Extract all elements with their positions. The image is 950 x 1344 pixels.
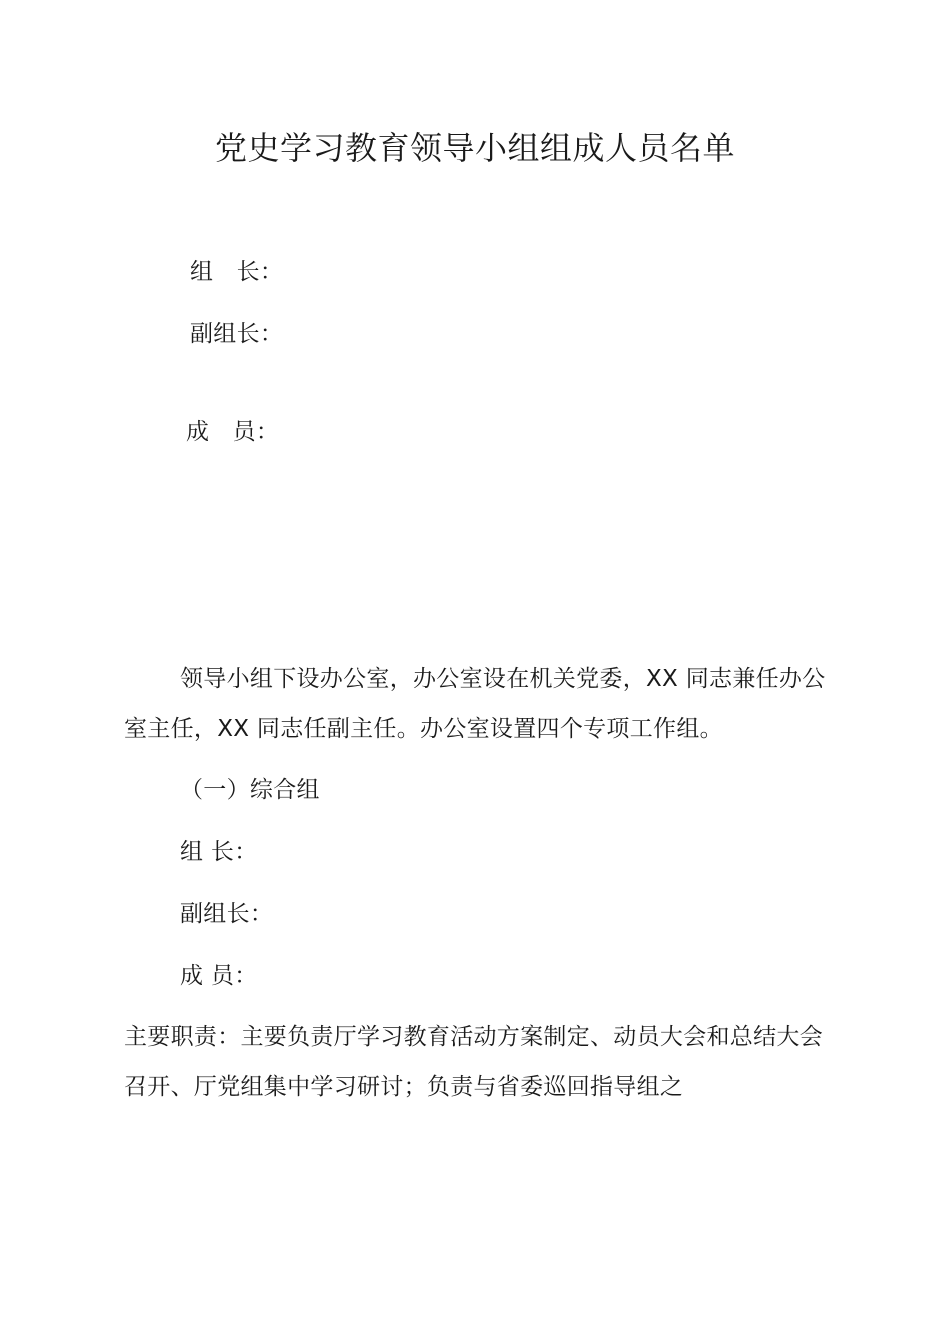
leader-label: 组 长： — [190, 259, 284, 285]
group-members-label: 成 员： — [180, 963, 258, 989]
group-deputy-leader-label: 副组长： — [180, 901, 274, 927]
group-heading: （一）综合组 — [180, 777, 320, 803]
group-leader-label: 组 长： — [180, 839, 258, 865]
duties-paragraph: 主要职责：主要负责厅学习教育活动方案制定、动员大会和总结大会召开、厅党组集中学习研讨；负责与省委巡回指导组之 — [124, 1024, 823, 1100]
members-label: 成 员： — [186, 419, 280, 445]
office-paragraph — [124, 654, 840, 754]
document-title: 党史学习教育领导小组组成人员名单 — [214, 129, 735, 167]
deputy-leader-label: 副组长： — [190, 321, 284, 347]
office-paragraph-text: 领导小组下设办公室，办公室设在机关党委，XX 同志兼任办公室主任，XX 同志任副主任。办公室设置四个专项工作组。 — [124, 666, 826, 742]
